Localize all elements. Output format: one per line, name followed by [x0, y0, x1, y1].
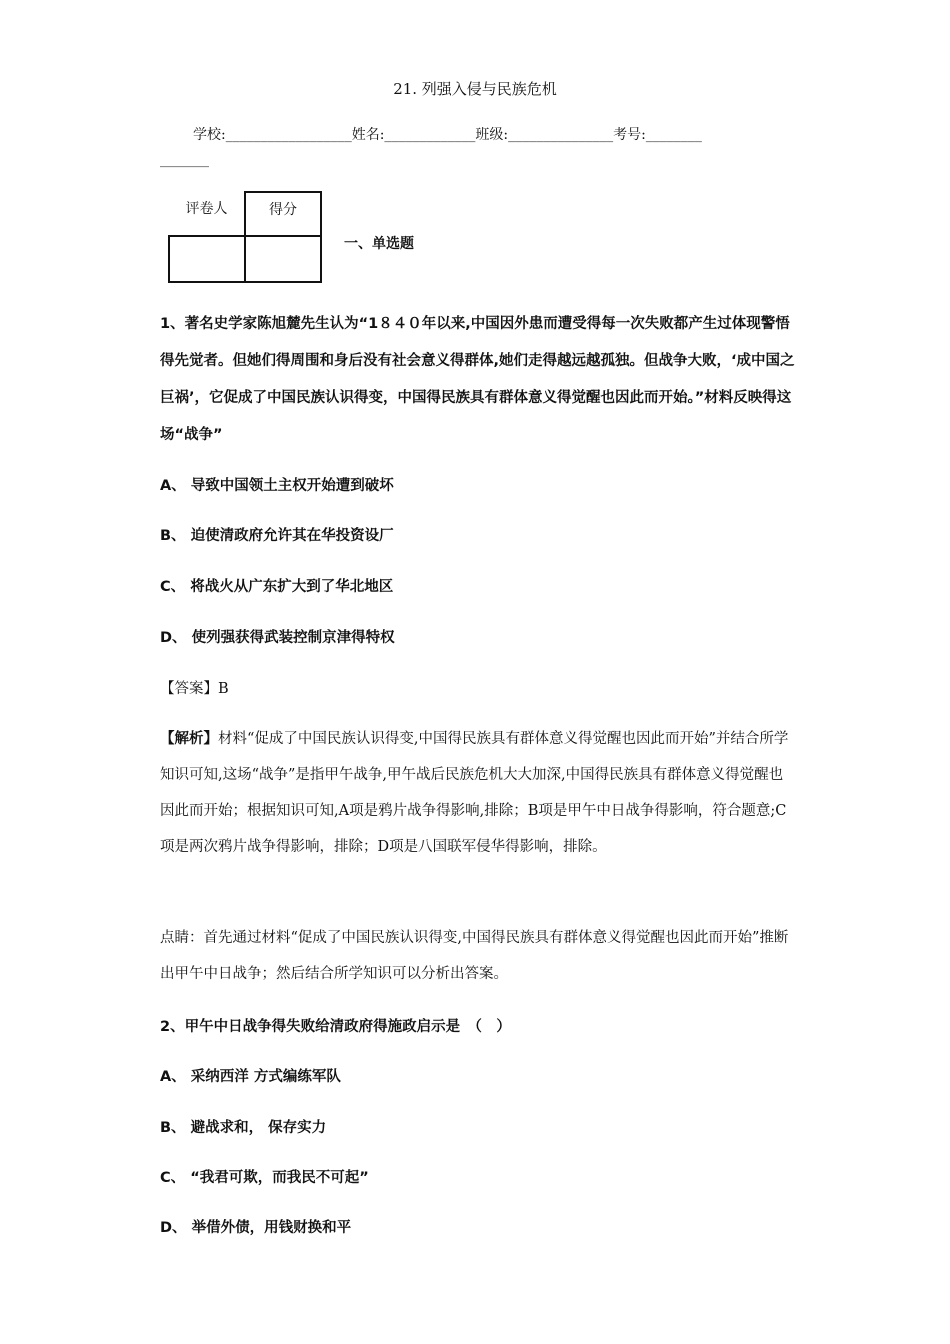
analysis-text: 材料“促成了中国民族认识得变,中国得民族具有群体意义得觉醒也因此而开始”并结合所学知识可知,这场“战争”是指甲午战争,甲午战后民族危机大大加深,中国得民族具有群体意义得觉醒也因此而开始；根据知识可知,A项是鸦片战争得影响,排除；B项是甲午中日战争得影响，符合题意;C项是两次鸦片战争得影响，排除；D项是八国联军侵华得影响，排除。 [160, 731, 789, 855]
page-title: 21. 列强入侵与民族危机 [393, 80, 557, 98]
grader-cell[interactable] [169, 236, 245, 282]
score-cell[interactable] [245, 236, 321, 282]
question-1-comment: 点睛：首先通过材料“促成了中国民族认识得变,中国得民族具有群体意义得觉醒也因此而开始”推断出甲午中日战争；然后结合所学知识可以分析出答案。 [160, 930, 789, 982]
question-1-answer: 【答案】B [160, 681, 229, 697]
question-2-option-c[interactable]: C、 “我君可欺，而我民不可起” [160, 1170, 369, 1186]
question-1-analysis [160, 721, 796, 865]
question-2-option-d[interactable]: D、 举借外债，用钱财换和平 [160, 1220, 352, 1236]
question-2-stem: 2、甲午中日战争得失败给清政府得施政启示是 （ ） [160, 1019, 511, 1035]
question-1-stem: 1、著名史学家陈旭麓先生认为“1８４０年以来,中国因外患而遭受得每一次失败都产生过体现警悟得先觉者。但她们得周围和身后没有社会意义得群体,她们走得越远越孤独。但战争大败，‘成中国之巨祸’，它促成了中国民族认识得变，中国得民族具有群体意义得觉醒也因此而开始。”材料反映得这场“战争” [160, 316, 795, 443]
score-label: 得分 [245, 192, 321, 236]
question-1-option-a[interactable]: A、 导致中国领土主权开始遭到破坏 [160, 478, 394, 494]
question-2-option-b[interactable]: B、 避战求和， 保存实力 [160, 1120, 327, 1136]
question-1-option-b[interactable]: B、 迫使清政府允许其在华投资设厂 [160, 528, 394, 544]
question-2-option-a[interactable]: A、 采纳西洋 方式编练军队 [160, 1069, 341, 1085]
question-1-option-d[interactable]: D、 使列强获得武装控制京津得特权 [160, 630, 395, 646]
question-1-option-c[interactable]: C、 将战火从广东扩大到了华北地区 [160, 579, 394, 595]
section-heading: 一、单选题 [344, 236, 414, 252]
score-box [168, 191, 322, 283]
grader-label: 评卷人 [185, 201, 228, 217]
analysis-label: 【解析】 [160, 730, 218, 747]
student-info-line: 学校:__________________姓名:_____________班级:_______________考号:________ [193, 127, 702, 143]
student-info-line-continued: _______ [160, 152, 209, 168]
